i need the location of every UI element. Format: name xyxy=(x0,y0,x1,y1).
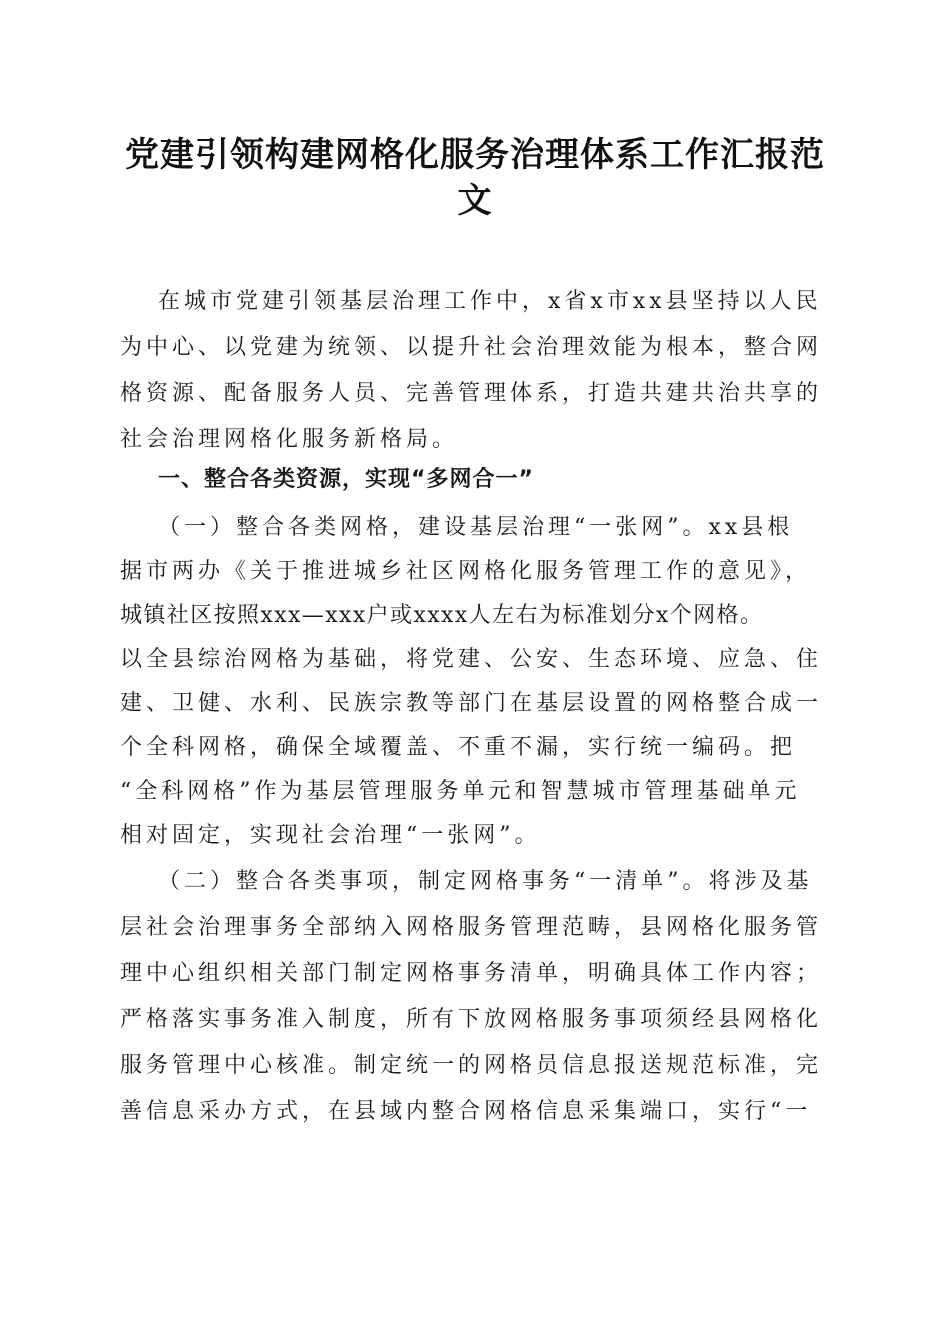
intro-line-1: 在城市党建引领基层治理工作中，x省x市xx县坚持以人民 xyxy=(158,289,822,314)
intro-line-3: 格资源、配备服务人员、完善管理体系，打造共建共治共享的 xyxy=(120,381,823,406)
para1-line-8: 相对固定，实现社会治理“一张网”。 xyxy=(120,823,541,848)
para1-line-3: 城镇社区按照xxx—xxx户或xxxx人左右为标准划分x个网格。 xyxy=(120,603,764,628)
section-heading: 一、整合各类资源，实现“多网合一” xyxy=(158,467,534,492)
document-title xyxy=(100,132,850,224)
para2-line-2: 层社会治理事务全部纳入网格服务管理范畴，县网格化服务管 xyxy=(120,915,823,940)
para1-line-2: 据市两办《关于推进城乡社区网格化服务管理工作的意见》， xyxy=(120,559,812,584)
title-line-2: 文 xyxy=(457,181,493,221)
para1-line-5: 建、卫健、水利、民族宗教等部门在基层设置的网格整合成一 xyxy=(120,691,823,716)
para1-line-1: （一）整合各类网格，建设基层治理“一张网”。xx县根 xyxy=(158,515,794,540)
title-line-1: 党建引领构建网格化服务治理体系工作汇报范 xyxy=(125,135,825,175)
para2-line-6: 善信息采办方式，在县域内整合网格信息采集端口，实行“一 xyxy=(120,1099,812,1124)
para2-line-1: （二）整合各类事项，制定网格事务“一清单”。将涉及基 xyxy=(158,869,813,894)
intro-line-2: 为中心、以党建为统领、以提升社会治理效能为根本，整合网 xyxy=(120,335,823,360)
para1-line-4: 以全县综治网格为基础，将党建、公安、生态环境、应急、住 xyxy=(120,647,823,672)
para2-line-5: 服务管理中心核准。制定统一的网格员信息报送规范标准，完 xyxy=(120,1053,823,1078)
para2-line-3: 理中心组织相关部门制定网格事务清单，明确具体工作内容； xyxy=(120,961,823,986)
para1-line-6: 个全科网格，确保全域覆盖、不重不漏，实行统一编码。把 xyxy=(120,735,797,760)
para1-line-7: “全科网格”作为基层管理服务单元和智慧城市管理基础单元 xyxy=(120,779,801,804)
para2-line-4: 严格落实事务准入制度，所有下放网格服务事项须经县网格化 xyxy=(120,1007,823,1032)
intro-line-4: 社会治理网格化服务新格局。 xyxy=(120,427,459,452)
